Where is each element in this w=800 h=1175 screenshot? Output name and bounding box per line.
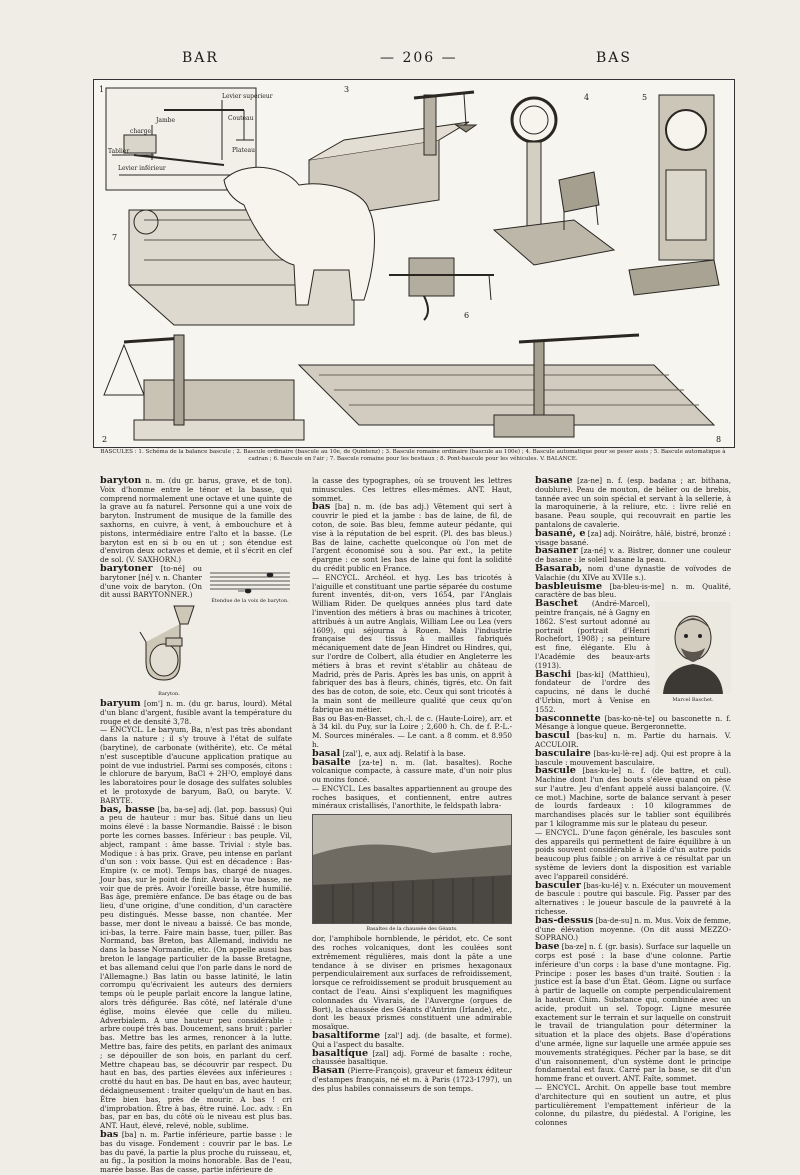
pont-bascule-vehicules bbox=[299, 335, 714, 437]
encyclopedia-baryum: — ENCYCL. Le baryum, Ba, n'est pas très abondant dans la nature ; il s'y trouve à l'état de sulfate (barytine), de carbonate (withérite), etc. Ce métal n'est susceptible d'aucune application pratique au point de vue industriel. Parmi ses composés, citons : le chlorure de baryum, BaCl + 2H²O, employé dans les laboratoires pour le dosage des sulfates solubles et le protoxyde de baryum, BaO, ou baryte. V. BARYTE. bbox=[100, 725, 292, 805]
headword-basaner: basaner bbox=[535, 545, 578, 557]
entry-bas-en-basset: Bas ou Bas-en-Basset, ch.-l. de c. (Haute-Loire), arr. et à 34 kil. du Puy, sur la Loire ; 2,600 h. Ch. de f. P.-L.-M. Sources minérales. — Le cant. a 8 comm. et 8.950 h. bbox=[312, 713, 512, 749]
headword-basarab: Basarab, bbox=[535, 562, 583, 574]
bascule-ordinaire bbox=[104, 335, 304, 440]
plate-number-6: 6 bbox=[464, 311, 470, 320]
definition-basal: [zal'], e, aux adj. Relatif à la base. bbox=[342, 748, 466, 758]
definition-basculer: [bas-ku-lé] v. n. Exécuter un mouvement de bascule : poutre qui bascule. Fig. Passer par des alternatives : le joueur bascule de la pauvreté à la richesse. bbox=[535, 880, 731, 917]
headword-basconnette: basconnette bbox=[535, 712, 601, 724]
column-1 bbox=[100, 477, 292, 1175]
headword-basculer: basculer bbox=[535, 879, 581, 891]
portrait-caption: Marcel Baschet. bbox=[672, 696, 714, 703]
definition-basane-adj: [za] adj. Noirâtre, hâlé, bistré, bronzé : visage basané. bbox=[535, 528, 731, 547]
headword-bascul: bascul bbox=[535, 730, 570, 742]
definition-basarab: nom d'une dynastie de voïvodes de Valachie (du XIVe au XVIIe s.). bbox=[535, 563, 731, 582]
voice-range-caption: Étendue de la voix de baryton. bbox=[211, 597, 289, 604]
headword-basal: basal bbox=[312, 747, 341, 759]
definition-bas-stocking: [ba] n. m. (de bas adj.) Vêtement qui sert à couvrir le pied et la jambe : bas de laine, de fil, de coton, de soie. Bas bleu, femme auteur pédante, qui vise à la réputation de bel esprit. (Pl. des bas bleus.) Bas de laine, cachette quelconque où l'on met de l'argent économisé sou à sou. Par ext., la petite épargne : ce sont les bas de laine qui font la solidité du crédit public en France. bbox=[312, 502, 512, 573]
plate-number-8: 8 bbox=[716, 435, 722, 444]
headword-baryum: baryum bbox=[100, 697, 141, 709]
bascules-plate bbox=[93, 79, 735, 448]
label-jambe: Jambe bbox=[156, 117, 176, 124]
plate-number-3: 3 bbox=[344, 85, 350, 94]
headword-baryton: baryton bbox=[100, 475, 142, 486]
definition-base: [ba-ze] n. f. (gr. basis). Surface sur laquelle un corps est posé : la base d'une colonne. Partie inférieure d'un corps : la base d'une montagne. Fig. Principe : poser les bases d'un traité. Soutien : la justice est la base d'un État. Géom. Ligne ou surface à partir de laquelle on compte perpendiculairement la hauteur. Chim. Substance qui, combinée avec un acide, produit un sel. Topogr. Ligne mesurée exactement sur le terrain et sur laquelle on construit le travail de triangulation pour déterminer la situation et la place des objets. Base d'opérations d'une armée, ligne sur laquelle une armée appuie ses mouvements stratégiques. Pécher par la base, se dit d'un raisonnement, d'un système dont le principe fondamental est faux. Carré par la base, se dit d'un homme franc et ouvert. ANT. Faîte, sommet. bbox=[535, 942, 731, 1084]
label-plateau: Plateau bbox=[232, 147, 255, 154]
column-2 bbox=[312, 477, 512, 1094]
definition-bascule: [bas-ku-le] n. f. (de battre, et cul). Machine dont l'un des bouts s'élève quand on pèse sur l'autre. Jeu d'enfant appelé aussi balançoire. (V. ce mot.) Machine, sorte de balance servant à peser de lourds fardeaux : 10 kilogrammes de marchandises placés sur le tablier sont équilibrés par 1 kilogramme mis sur le plateau du peseur. bbox=[535, 766, 731, 829]
label-couteau: Couteau bbox=[228, 115, 254, 122]
headword-bas-noun: bas bbox=[100, 1129, 119, 1140]
giants-causeway-photo bbox=[312, 814, 512, 924]
headword-bas-basse: bas, basse bbox=[100, 803, 155, 815]
bascule-romaine-bestiaux bbox=[129, 167, 374, 325]
bascule-automatique-cadran bbox=[629, 95, 719, 295]
plate-engraving bbox=[94, 80, 734, 447]
voice-range-figure bbox=[208, 567, 292, 604]
plate-number-4: 4 bbox=[584, 93, 590, 102]
page-number: — 206 — bbox=[380, 50, 458, 66]
header-right-word: BAS bbox=[596, 50, 632, 66]
definition-basalte: [za-te] n. m. (lat. basaltes). Roche volcanique compacte, à cassure mate, d'un noir plus ou moins foncé. bbox=[312, 757, 512, 785]
definition-baschet: (André-Marcel), peintre français, né à Gagny en 1862. S'est surtout adonné au portrait (portrait d'Henri Rochefort, 1908) ; sa peinture est fine, élégante. Elu à l'Académie des beaux-arts (1913). bbox=[535, 599, 650, 670]
baryton-horn-illustration bbox=[136, 602, 202, 688]
headword-basalte: basalte bbox=[312, 756, 351, 768]
definition-baryton: n. m. (du gr. barus, grave, et de ton). Voix d'homme entre le ténor et la basse, qui comprend normalement une octave et une quinte de la grave au fa naturel. Personne qui a une voix de baryton. Instrument de musique de la famille des saxhorns, en cuivre, à vent, à embouchure et à pistons, intermédiaire entre l'alto et la basse. (Le baryton est en si b ou en ut ; son étendue est d'environ deux octaves et demie, et il s'écrit en clef de sol. (V. SAXHORN.) bbox=[100, 476, 292, 565]
definition-basbleuisme: [ba-bleu-is-me] n. m. Qualité, caractère de bas bleu. bbox=[535, 581, 731, 600]
definition-basan: (Pierre-François), graveur et fameux éditeur d'estampes français, né et m. à Paris (1723-1797), un des plus habiles connaisseurs de son temps. bbox=[312, 1066, 512, 1093]
column-3 bbox=[535, 477, 731, 1128]
baryton-caption: Baryton. bbox=[158, 690, 180, 697]
label-levier-inferieur: Levier inférieur bbox=[118, 165, 166, 172]
label-levier-superieur: Levier supérieur bbox=[222, 93, 273, 100]
label-charge: charge bbox=[130, 128, 152, 135]
definition-basaltique: [zal] adj. Formé de basalte : roche, chaussée basaltique. bbox=[312, 1048, 512, 1067]
definition-bas-dessus: [ba-de-su] n. m. Mus. Voix de femme, d'une élévation moyenne. (On dit aussi MEZZO-SOPRANO.) bbox=[535, 915, 731, 943]
headword-basaltique: basaltique bbox=[312, 1047, 369, 1059]
continuation-bas-noun: la casse des typographes, où se trouvent les lettres minuscules. Ces lettres elles-mêmes. ANT. Haut, sommet. bbox=[312, 476, 512, 503]
headword-base: base bbox=[535, 941, 560, 953]
plate-number-1: 1 bbox=[99, 85, 105, 94]
photo-caption: Basaltes de la chaussée des Géants. bbox=[366, 926, 458, 933]
headword-basan: Basan bbox=[312, 1065, 345, 1077]
headword-basculaire: basculaire bbox=[535, 747, 591, 759]
bascule-automatique-assis bbox=[494, 98, 614, 265]
definition-barytoner: [to-né] ou barytoner [né] v. n. Chanter d'une voix de baryton. (On dit aussi BARYTONNER.) bbox=[100, 563, 202, 600]
headword-basaltiforme: basaltiforme bbox=[312, 1030, 381, 1042]
encyclopedia-bascule: — ENCYCL. D'une façon générale, les bascules sont des appareils qui permettent de faire équilibre à un poids souvent considérable à l'aide d'un autre poids beaucoup plus faible ; on arrive à ce résultat par un système de leviers dont la disposition est variable avec l'appareil considéré. bbox=[535, 827, 731, 881]
definition-baschi: [bas-ki] (Matthieu), fondateur de l'ordre des capucins, né dans le duché d'Urbin, mort à Venise en 1552. bbox=[535, 669, 650, 714]
plate-number-5: 5 bbox=[642, 93, 648, 102]
definition-basaner: [za-né] v. a. Bistrer, donner une couleur de basane : le soleil basane la peau. bbox=[535, 546, 731, 565]
portrait-figure bbox=[655, 602, 731, 703]
definition-basane: [za-ne] n. f. (esp. badana ; ar. bithana, doublure). Peau de mouton, de bélier ou de brebis, tannée avec un soin spécial et servant à la sellerie, à la maroquinerie, à la reliure, etc. : livre relié en basane. Peau souple, qui recouvrait en partie les pantalons de cavalerie. bbox=[535, 476, 731, 529]
plate-number-7: 7 bbox=[112, 233, 118, 242]
definition-bascul: [bas-ku] n. m. Partie du harnais. V. ACCULOIR. bbox=[535, 731, 731, 749]
headword-basane-adj: basané, e bbox=[535, 527, 586, 539]
definition-baryum: [om'] n. m. (du gr. barus, lourd). Métal d'un blanc d'argent, fusible avant la température du rouge et de densité 3,78. bbox=[100, 698, 292, 726]
headword-barytoner: barytoner bbox=[100, 562, 153, 574]
definition-basaltiforme: [zal'] adj. (de basalte, et forme). Qui a l'aspect du basalte. bbox=[312, 1031, 512, 1049]
staff-notation bbox=[208, 567, 292, 595]
baryton-instrument-figure bbox=[136, 602, 202, 697]
page-header bbox=[0, 50, 800, 72]
headword-baschet: Baschet bbox=[535, 598, 579, 610]
headword-bas-dessus: bas-dessus bbox=[535, 914, 594, 926]
header-left-word: BAR bbox=[182, 50, 219, 66]
label-tablier: Tablier bbox=[108, 148, 130, 155]
portrait-marcel-baschet bbox=[655, 602, 731, 694]
encyclopedia-bas-stocking: — ENCYCL. Archéol. et hyg. Les bas tricotés à l'aiguille et constituant une partie séparée du costume furent inventés, dit-on, vers 1654, par l'Anglais William Rider. De quelques années plus tard date l'invention des métiers à bras ou machines à tricoter, attribués à un autre Anglais, William Lee ou Lea (vers 1609), qui séjourna à Rouen. Mais l'industrie française des tissus à mailles fabriqués mécaniquement date de Jean Hindret ou Hindres, qui, sur l'ordre de Colbert, alla étudier en Angleterre les métiers à bras et revint s'établir au château de Madrid, près de Paris. Après les bas unis, on apprit à fabriquer des bas à fleurs, chinés, tigrés, etc. On fait des bas de coton, de soie, etc. Ceux qui sont tricotés à la main sont de meilleure qualité que ceux qu'on fabrique au métier. bbox=[312, 572, 512, 714]
basalt-columns-illustration bbox=[313, 815, 511, 923]
plate-number-2: 2 bbox=[102, 435, 108, 444]
headword-bascule: bascule bbox=[535, 765, 576, 777]
continuation-basalte: dor, l'amphibole hornblende, le péridot, etc. Ce sont des roches volcaniques, dont les coulées sont extrêmement régulières, mais dont la pâte a une tendance à se diviser en prismes hexagonaux perpendiculairement aux surfaces de refroidissement, lorsque ce refroidissement se produit brusquement au contact de l'eau. Ainsi s'expliquent les magnifiques colonnades du Vivarais, de l'Auvergne (orgues de Bort), la chaussée des Géants d'Antrim (Irlande), etc., dont les beaux prismes constituent une admirable mosaïque. bbox=[312, 934, 512, 1032]
headword-bas-stocking: bas bbox=[312, 501, 331, 513]
definition-basculaire: [bas-ku-lè-re] adj. Qui est propre à la bascule : mouvement basculaire. bbox=[535, 748, 731, 767]
definition-basconnette: [bas-ko-nè-te] ou basconette n. f. Mésange à longue queue. Bergeronnette. bbox=[535, 713, 731, 732]
headword-basbleuisme: basbleuisme bbox=[535, 580, 603, 592]
bascule-en-l-air bbox=[389, 258, 494, 320]
encyclopedia-basalte: — ENCYCL. Les basaltes appartiennent au groupe des roches basiques, et contiennent, entre autres minéraux cristallisés, l'anorthite, le feldspath labra- bbox=[312, 783, 512, 811]
encyclopedia-base: — ENCYCL. Archit. On appelle base tout membre d'architecture qui en soutient un autre, et plus particulièrement l'empattement inférieur de la colonne, du pilastre, du piédestal. A l'origine, les colonnes bbox=[535, 1082, 731, 1128]
headword-baschi: Baschi bbox=[535, 668, 572, 680]
headword-basane: basane bbox=[535, 475, 573, 486]
definition-bas-noun: [ba] n. m. Partie inférieure, partie basse : le bas du visage. Fondement : couvrir par le bas. Le bas du pavé, la partie la plus proche du ruisseau, et, au fig., la position la moins honorable. Bas de l'eau, marée basse. Bas de casse, partie inférieure de bbox=[100, 1130, 292, 1175]
definition-bas-basse: [ba, ba-se] adj. (lat. pop. bassus) Qui a peu de hauteur : mur bas. Situé dans un lieu moins élevé : la basse Normandie. Baissé : le bison porte les cornes basses. Inférieur : bas peuple. Vil, abject, rampant : âme basse. Trivial : style bas. Modique : à bas prix. Grave, peu intense en parlant d'un son : voix basse. Qui est en décadence : Bas-Empire (v. ce mot). Temps bas, chargé de nuages. Jour bas, sur le point de finir. Avoir la vue basse, ne voir que de près. Avoir l'oreille basse, être humilié. Bas âge, première enfance. De bas étage ou de bas lieu, d'une origine, d'une condition, d'un caractère peu distingués. Messe basse, non chantée. Mer basse, mer dont le niveau a baissé. Ce bas monde, ici-bas, la terre. Faire main basse, tuer, piller. Bas Normand, bas Breton, bas Allemand, individu ne dans la basse Normandie, etc. (On appelle aussi bas breton le langage particulier de la basse Bretagne, et bas allemand celui que l'on parle dans le nord de l'Allemagne.) Bas latin ou basse latinité, le latin corrompu qu'écrivaient les auteurs des derniers temps où le peuple parlait encore la langue latine, alors très défigurée. Bas côté, nef latérale d'une église, moins élevée que celle du milieu. Adverbialem. A une hauteur peu considérable : arbre coupé très bas. Doucement, sans bruit : parler bas. Mettre bas les armes, renoncer à la lutte. Mettre bas, faire des petits, en parlant des animaux ; se dépouiller de son bois, en parlant du cerf. Mettre chapeau bas, se découvrir par respect. Du haut en bas, des parties élevées aux inférieures : crotté du haut en bas. De haut en bas, avec hauteur, dédaigneusement : traiter quelqu'un de haut en bas. Être bien bas, près de mourir. A bas ! cri d'improbation. Être à bas, être ruiné. Loc. adv. : En bas, par en bas, du côté où le niveau est plus bas. ANT. Haut, élevé, relevé, noble, sublime. bbox=[100, 804, 292, 1131]
plate-caption: BASCULES : 1. Schéma de la balance bascule ; 2. Bascule ordinaire (bascule au 10e, de Quintenz) ; 3. Bascule romaine ordinaire (bascule au 100e) ; 4. Bascule automatique pour se peser assis ; 5. Bascule automatique à cadran ; 6. Bascule en l'air ; 7. Bascule romaine pour les bestiaux ; 8. Pont-bascule pour les véhicules. V. BALANCE. bbox=[100, 449, 726, 462]
